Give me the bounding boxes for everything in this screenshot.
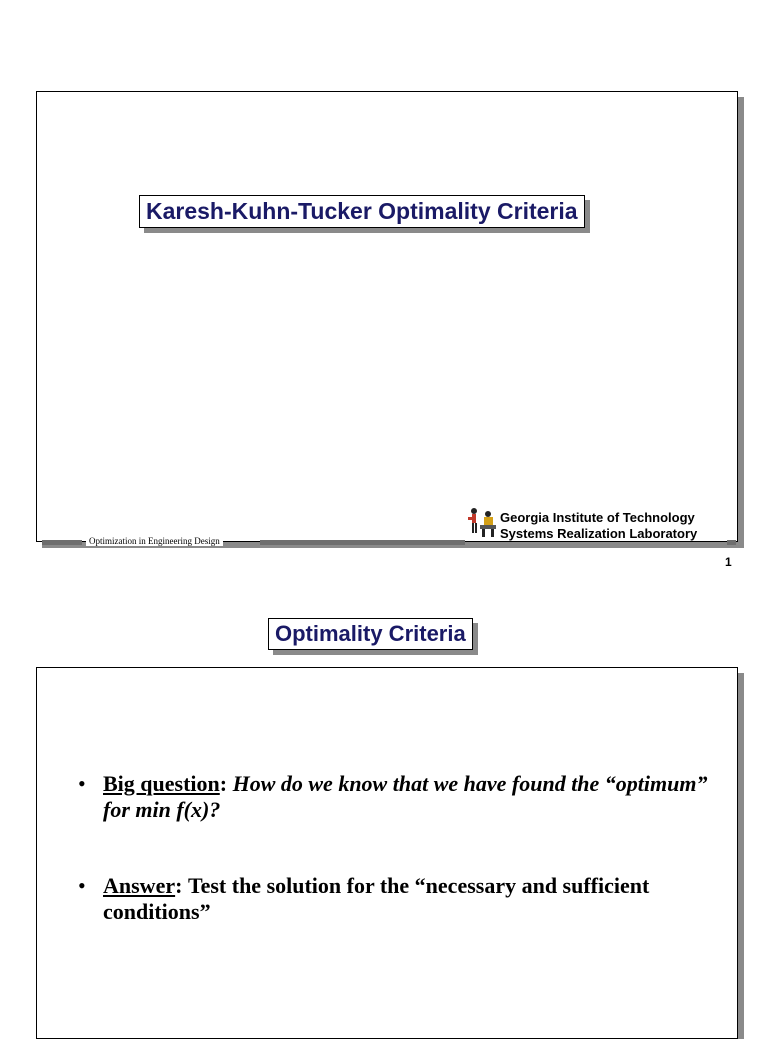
bullet-question-text: How do we know that we have found the “optimum” for min f(x)? [103,771,708,822]
bullet-symbol: • [78,873,86,898]
bullet-label: Answer [103,873,176,898]
footer-rule-right [727,540,736,545]
page-number: 1 [725,555,732,569]
bullet-item-2 [78,873,718,925]
bullet-colon: : [219,771,228,796]
lab-logo-icon [466,505,498,539]
slide-1-title: Karesh-Kuhn-Tucker Optimality Criteria [139,195,585,228]
bullet-label: Big question [103,771,220,796]
bullet-answer-text: Test the solution for the “necessary and sufficient conditions” [103,873,650,924]
slide-2-title: Optimality Criteria [268,618,473,650]
bullet-symbol: • [78,771,86,796]
lab-name: Systems Realization Laboratory [500,526,698,541]
institution-name: Georgia Institute of Technology [500,510,695,525]
footer-course-name: Optimization in Engineering Design [86,536,223,546]
bullet-item-1 [78,771,718,823]
slide-1 [36,91,738,542]
bullet-colon: : [175,873,183,898]
slide-2 [36,667,738,1039]
footer-rule-middle [260,540,465,545]
footer-rule-left [42,540,82,545]
